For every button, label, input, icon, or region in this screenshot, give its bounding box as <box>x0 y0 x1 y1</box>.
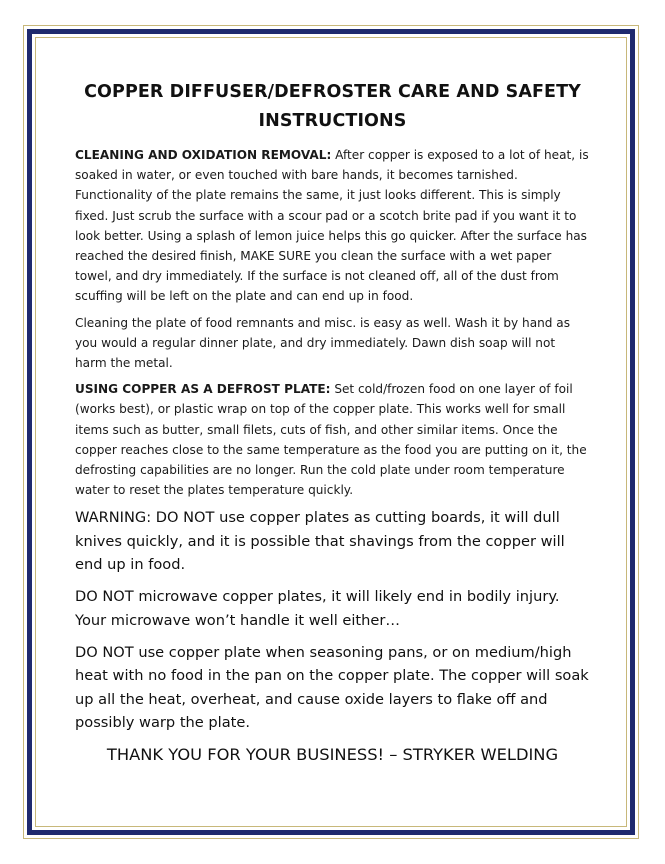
seasoning-paragraph: DO NOT use copper plate when seasoning pans, or on medium/high heat with no food in the pan on the copper plate. The copper will soak up all the heat, overheat, and cause oxide layers to flake off and possibly warp the plate. <box>75 643 589 731</box>
defrost-text: Set cold/frozen food on one layer of foil (works best), or plastic wrap on top of the copper plate. This works well for small items such as butter, small filets, cuts of fish, and other similar items. Once the copper reaches close to the same temperature as the food you are putting on it, the defrosting capabilities are no longer. Run the cold plate under room temperature water to reset the plates temperature quickly. <box>75 382 587 498</box>
warning-paragraph: WARNING: DO NOT use copper plates as cutting boards, it will dull knives quickly, and it is possible that shavings from the copper will end up in food. <box>75 509 565 574</box>
microwave-paragraph: DO NOT microwave copper plates, it will likely end in bodily injury. Your microwave won’t handle it well either… <box>75 588 560 629</box>
defrost-paragraph <box>75 379 590 500</box>
document-body <box>75 78 590 767</box>
cleaning-heading: CLEANING AND OXIDATION REMOVAL: <box>75 148 332 162</box>
cleaning-paragraph <box>75 145 590 307</box>
food-remnants-paragraph: Cleaning the plate of food remnants and misc. is easy as well. Wash it by hand as you would a regular dinner plate, and dry immediately. Dawn dish soap will not harm the metal. <box>75 315 570 371</box>
defrost-heading: USING COPPER AS A DEFROST PLATE: <box>75 382 331 397</box>
document-title: COPPER DIFFUSER/DEFROSTER CARE AND SAFETY INSTRUCTIONS <box>84 82 581 131</box>
closing-line: THANK YOU FOR YOUR BUSINESS! – STRYKER WELDING <box>106 745 559 765</box>
cleaning-text: After copper is exposed to a lot of heat, is soaked in water, or even touched with bare hands, it becomes tarnished. Functionality of the plate remains the same, it just looks different. This is simply fixed. Just scrub the surface with a scour pad or a scotch brite pad if you want it to look better. Using a splash of lemon juice helps this go quicker. After the surface has reached the desired finish, MAKE SURE you clean the surface with a wet paper towel, and dry immediately. If the surface is not cleaned off, all of the dust from scuffing will be left on the plate and can end up in food. <box>75 148 589 304</box>
